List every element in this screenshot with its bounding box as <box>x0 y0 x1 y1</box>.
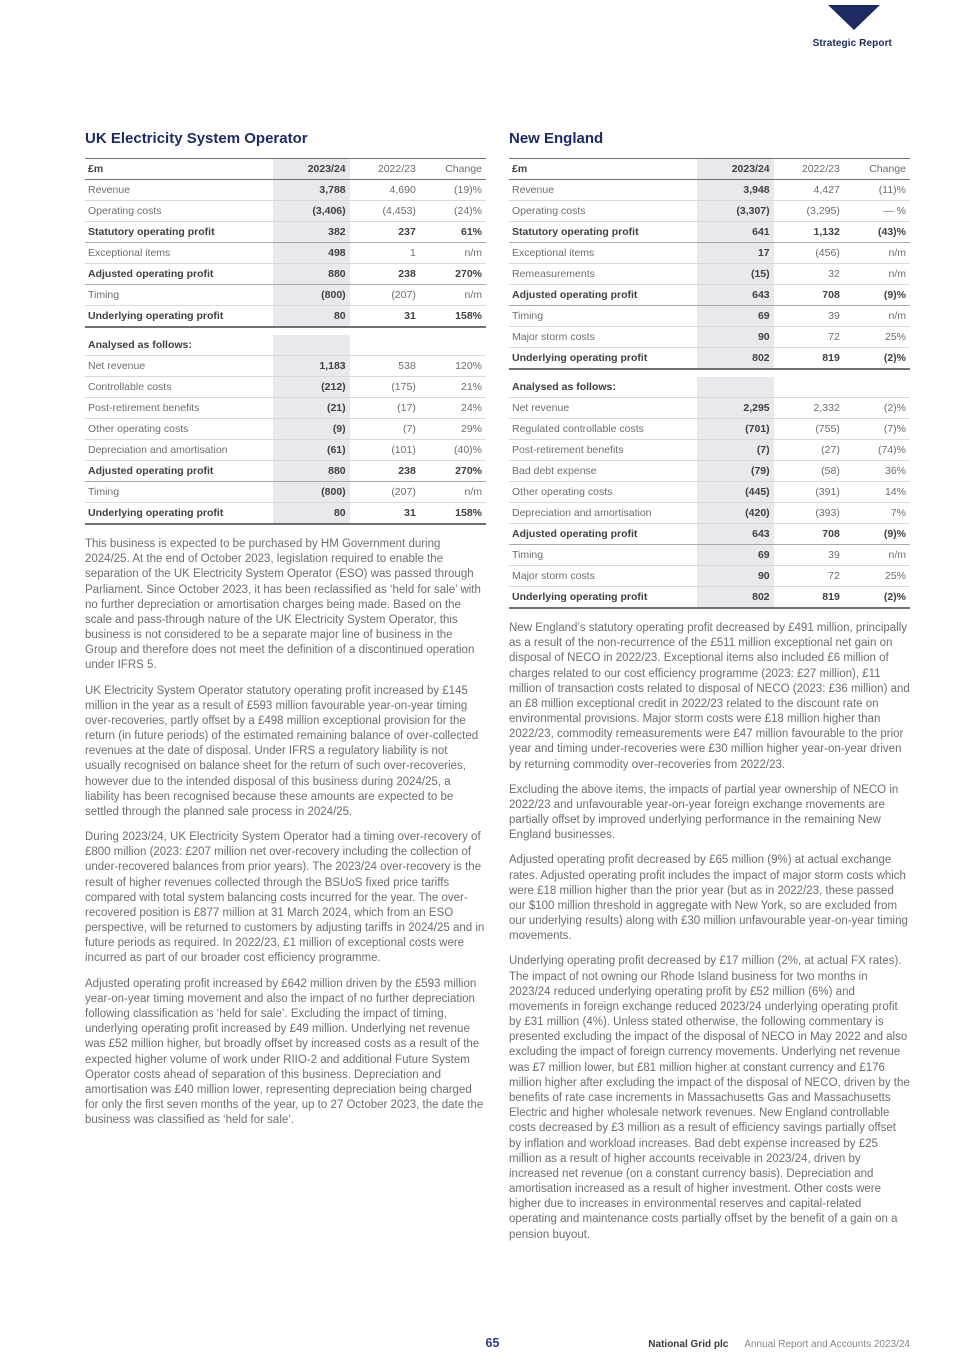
value-2023-24: 3,948 <box>697 180 773 201</box>
row-label: Regulated controllable costs <box>509 419 697 440</box>
row-label: Timing <box>509 306 697 327</box>
value-2023-24: (79) <box>697 461 773 482</box>
row-label: Statutory operating profit <box>509 222 697 243</box>
value-change: 21% <box>420 377 486 398</box>
table-row <box>85 180 486 201</box>
table-row <box>85 356 486 377</box>
value-change: n/m <box>420 482 486 503</box>
body-paragraph: This business is expected to be purchased by HM Government during 2024/25. At the end of October 2023, legislation required to enable the separation of the UK Electricity System Operator (ESO) was passed through Parliament. Since October 2023, it has been reclassified as ‘held for sale’ with no further depreciation or amortisation charges being made. Based on the scale and pass-through nature of the UK Electricity System Operator, this business is not considered to be a separate major line of business in the Group and therefore does not meet the definition of a discontinued operation under IFRS 5. <box>85 538 481 672</box>
value-2022-23: 31 <box>350 503 420 525</box>
value-2022-23: 39 <box>774 306 844 327</box>
value-change: 14% <box>844 482 910 503</box>
table-row <box>85 201 486 222</box>
table-row <box>509 503 910 524</box>
value-change: (24)% <box>420 201 486 222</box>
value-2023-24: 3,788 <box>273 180 349 201</box>
table-spacer <box>85 327 486 335</box>
value-change: (2)% <box>844 398 910 419</box>
row-label: Bad debt expense <box>509 461 697 482</box>
table-section-row <box>509 377 910 398</box>
value-2023-24: 498 <box>273 243 349 264</box>
value-2022-23: (7) <box>350 419 420 440</box>
value-2023-24: (800) <box>273 285 349 306</box>
value-change: (9)% <box>844 285 910 306</box>
row-label: Exceptional items <box>85 243 273 264</box>
uk-eso-financial-table <box>85 158 486 525</box>
row-label: Timing <box>509 545 697 566</box>
page-content <box>85 130 910 1253</box>
page-header <box>813 5 892 49</box>
row-label: Adjusted operating profit <box>509 285 697 306</box>
new-england-body-text <box>509 621 910 1243</box>
column-header-2022-23: 2022/23 <box>350 159 420 180</box>
table-section-row <box>85 335 486 356</box>
value-2023-24: 80 <box>273 503 349 525</box>
row-label: Depreciation and amortisation <box>509 503 697 524</box>
table-row <box>509 524 910 545</box>
table-header-row <box>85 159 486 180</box>
value-2022-23: (27) <box>774 440 844 461</box>
value-2023-24: (701) <box>697 419 773 440</box>
uk-eso-body-text <box>85 537 486 1128</box>
row-label: Timing <box>85 482 273 503</box>
value-change: n/m <box>420 285 486 306</box>
value-change <box>844 377 910 398</box>
table-row <box>85 398 486 419</box>
row-label: Statutory operating profit <box>85 222 273 243</box>
table-row <box>509 566 910 587</box>
table-row <box>85 285 486 306</box>
value-change: 24% <box>420 398 486 419</box>
row-label: Controllable costs <box>85 377 273 398</box>
value-change: 25% <box>844 566 910 587</box>
value-change: 270% <box>420 461 486 482</box>
value-2022-23: 819 <box>774 348 844 370</box>
row-label: Other operating costs <box>509 482 697 503</box>
value-2022-23: 32 <box>774 264 844 285</box>
value-change: (2)% <box>844 348 910 370</box>
value-2022-23: 238 <box>350 264 420 285</box>
value-2022-23: (207) <box>350 285 420 306</box>
value-change: 29% <box>420 419 486 440</box>
value-change: 36% <box>844 461 910 482</box>
company-name: National Grid plc <box>648 1339 729 1350</box>
value-2022-23: (175) <box>350 377 420 398</box>
row-label: Underlying operating profit <box>509 348 697 370</box>
column-header-2023-24: 2023/24 <box>273 159 349 180</box>
value-change <box>420 335 486 356</box>
value-2023-24: 1,183 <box>273 356 349 377</box>
value-2023-24: 17 <box>697 243 773 264</box>
value-2022-23: 72 <box>774 566 844 587</box>
value-2022-23: (456) <box>774 243 844 264</box>
table-header-row <box>509 159 910 180</box>
value-2023-24: 2,295 <box>697 398 773 419</box>
value-2022-23: 2,332 <box>774 398 844 419</box>
row-label: Operating costs <box>85 201 273 222</box>
value-2023-24: 643 <box>697 524 773 545</box>
row-label: Operating costs <box>509 201 697 222</box>
value-2023-24: 382 <box>273 222 349 243</box>
value-change: 158% <box>420 503 486 525</box>
value-2023-24: 880 <box>273 264 349 285</box>
value-change: (9)% <box>844 524 910 545</box>
value-2022-23: (391) <box>774 482 844 503</box>
value-change: (11)% <box>844 180 910 201</box>
table-row <box>85 222 486 243</box>
value-change: 270% <box>420 264 486 285</box>
table-row <box>509 243 910 264</box>
value-2022-23: 708 <box>774 285 844 306</box>
body-paragraph: Excluding the above items, the impacts of partial year ownership of NECO in 2022/23 and unfavourable year-on-year foreign exchange movements are partially offset by improved underlying performance in the remaining New England businesses. <box>509 783 899 842</box>
section-row-label: Analysed as follows: <box>85 335 273 356</box>
row-label: Adjusted operating profit <box>85 461 273 482</box>
new-england-section <box>509 130 910 1253</box>
page-number: 65 <box>485 1336 500 1350</box>
value-change: 61% <box>420 222 486 243</box>
value-2023-24: 643 <box>697 285 773 306</box>
table-row <box>509 482 910 503</box>
value-2022-23: (17) <box>350 398 420 419</box>
table-row <box>85 377 486 398</box>
body-paragraph: Adjusted operating profit increased by £642 million driven by the £593 million year-on-year timing movement and also the impact of no further depreciation following classification as ‘held for sale’. Excluding the impact of timing, underlying operating profit increased by £49 million. Underlying net revenue was £52 million higher, but broadly offset by increased costs as a result of the expected higher volume of work under RIIO-2 and additional Future System Operator costs ahead of separation of this business. Depreciation and amortisation was £40 million lower, representing depreciation being charged for only the first seven months of the year, up to 27 October 2023, the date the business was classified as ‘held for sale’. <box>85 977 484 1127</box>
value-change: n/m <box>844 306 910 327</box>
value-2023-24: (3,406) <box>273 201 349 222</box>
value-2023-24: (61) <box>273 440 349 461</box>
report-title: Annual Report and Accounts 2023/24 <box>744 1339 910 1350</box>
column-header-2023-24: 2023/24 <box>697 159 773 180</box>
table-row <box>85 503 486 525</box>
value-2023-24: (7) <box>697 440 773 461</box>
column-header-change: Change <box>420 159 486 180</box>
table-row <box>85 440 486 461</box>
table-row <box>509 327 910 348</box>
value-2022-23: 538 <box>350 356 420 377</box>
row-label: Remeasurements <box>509 264 697 285</box>
row-label: Underlying operating profit <box>85 503 273 525</box>
table-row <box>509 545 910 566</box>
value-2023-24: (212) <box>273 377 349 398</box>
value-2023-24: 641 <box>697 222 773 243</box>
value-2022-23: 72 <box>774 327 844 348</box>
value-2022-23: (4,453) <box>350 201 420 222</box>
table-row <box>509 306 910 327</box>
section-label: Strategic Report <box>812 38 892 49</box>
row-label: Depreciation and amortisation <box>85 440 273 461</box>
row-label: Net revenue <box>85 356 273 377</box>
table-row <box>509 461 910 482</box>
value-2023-24: 880 <box>273 461 349 482</box>
new-england-financial-table <box>509 158 910 609</box>
row-label: Net revenue <box>509 398 697 419</box>
body-paragraph: Underlying operating profit decreased by £17 million (2%, at actual FX rates). The impact of not owning our Rhode Island business for two months in 2023/24 reduced underlying operating profit by £52 million (6%) and movements in foreign exchange reduced 2023/24 underlying operating profit by £31 million (4%). Unless stated otherwise, the following commentary is presented excluding the impact of the disposal of NECO in May 2022 and also excluding the impact of foreign currency movements. Underlying net revenue was £7 million lower, but £81 million higher at constant currency and £176 million higher after excluding the impact of the disposal of NECO, driven by the benefits of rate case increments in Massachusetts Gas and Massachusetts Electric and higher wholesale network revenues. New England controllable costs decreased by £3 million as a result of efficiency savings partially offset by inflation and workload increases. Bad debt expense increased by £25 million as a result of higher accounts receivable in 2023/24, driven by increased net revenue (on a constant currency basis). Depreciation and amortisation increased as a result of higher investment. Other costs were higher due to increases in environmental reserves and capital-related operating and maintenance costs partially offset by the benefit of a gain on a pension buyout. <box>509 955 910 1241</box>
value-change: n/m <box>844 243 910 264</box>
value-2023-24: (15) <box>697 264 773 285</box>
table-row <box>509 348 910 370</box>
value-change: 158% <box>420 306 486 328</box>
table-spacer <box>509 369 910 377</box>
table-row <box>85 306 486 328</box>
value-2022-23: (755) <box>774 419 844 440</box>
table-row <box>509 398 910 419</box>
value-2022-23: (207) <box>350 482 420 503</box>
value-2022-23: 238 <box>350 461 420 482</box>
row-label: Revenue <box>85 180 273 201</box>
table-row <box>85 461 486 482</box>
brand-arrow-icon <box>828 5 880 30</box>
column-header-gbp-m: £m <box>85 159 273 180</box>
section-title: UK Electricity System Operator <box>85 130 308 147</box>
value-2022-23 <box>774 377 844 398</box>
value-2023-24: 90 <box>697 327 773 348</box>
value-2023-24: 802 <box>697 587 773 609</box>
body-paragraph: New England’s statutory operating profit decreased by £491 million, principally as a result of the non-recurrence of the £511 million exceptional net gain on disposal of NECO in 2022/23. Exceptional items also included £6 million of charges related to our cost efficiency programme (2023: £27 million), £11 million of transaction costs related to disposal of NECO (2023: £36 million) and an £8 million exceptional credit in 2022/23 related to the discount rate on environmental provisions. Major storm costs were £18 million higher than 2022/23, commodity remeasurements were £47 million favourable to the prior year and timing under-recoveries were £30 million higher year-on-year driven by returning commodity over-recoveries from 2022/23. <box>509 622 910 771</box>
value-2023-24: 80 <box>273 306 349 328</box>
uk-eso-section <box>85 130 486 1253</box>
value-2023-24: 90 <box>697 566 773 587</box>
table-row <box>85 482 486 503</box>
value-change: n/m <box>420 243 486 264</box>
value-change: (40)% <box>420 440 486 461</box>
value-change: (19)% <box>420 180 486 201</box>
value-change: 120% <box>420 356 486 377</box>
value-2022-23: (393) <box>774 503 844 524</box>
table-row <box>509 440 910 461</box>
value-2022-23: 237 <box>350 222 420 243</box>
section-title: New England <box>509 130 604 147</box>
value-change: (74)% <box>844 440 910 461</box>
table-row <box>509 264 910 285</box>
value-2022-23: (3,295) <box>774 201 844 222</box>
value-2023-24: 69 <box>697 306 773 327</box>
value-2022-23: (58) <box>774 461 844 482</box>
table-row <box>509 222 910 243</box>
value-2023-24: 802 <box>697 348 773 370</box>
table-row <box>85 243 486 264</box>
row-label: Underlying operating profit <box>509 587 697 609</box>
value-2022-23 <box>350 335 420 356</box>
row-label: Revenue <box>509 180 697 201</box>
value-change: n/m <box>844 264 910 285</box>
value-2022-23: 1 <box>350 243 420 264</box>
value-2022-23: 819 <box>774 587 844 609</box>
footer-right <box>648 1339 910 1350</box>
row-label: Major storm costs <box>509 566 697 587</box>
value-change: (7)% <box>844 419 910 440</box>
value-2023-24: 69 <box>697 545 773 566</box>
body-paragraph: Adjusted operating profit decreased by £65 million (9%) at actual exchange rates. Adjusted operating profit includes the impact of major storm costs which were £18 million higher than the prior year (but as in 2022/23, these passed our $100 million threshold in aggregate with New York, so are excluded from our underlying results) along with £30 million unfavourable year-on-year timing movements. <box>509 854 908 943</box>
value-2023-24: (21) <box>273 398 349 419</box>
financial-table <box>85 158 486 525</box>
value-2022-23: (101) <box>350 440 420 461</box>
row-label: Other operating costs <box>85 419 273 440</box>
row-label: Post-retirement benefits <box>509 440 697 461</box>
body-paragraph: During 2023/24, UK Electricity System Operator had a timing over-recovery of £800 million (2023: £207 million net over-recovery including the collection of under-recovered balances from prior years). The 2023/24 over-recovery is the result of higher revenues collected through the BSUoS fixed price tariffs compared with total system balancing costs incurred for the year. The over-recovered position is £877 million at 31 March 2024, which from an ESO perspective, will be returned to customers by adjusting tariffs in 2024/25 and in future periods as required. In 2022/23, £1 million of exceptional costs were incurred as part of our broader cost efficiency programme. <box>85 831 485 965</box>
table-row <box>85 419 486 440</box>
value-2022-23: 4,427 <box>774 180 844 201</box>
table-row <box>509 587 910 609</box>
value-2023-24: (9) <box>273 419 349 440</box>
row-label: Exceptional items <box>509 243 697 264</box>
value-change: — % <box>844 201 910 222</box>
financial-table <box>509 158 910 609</box>
value-2023-24 <box>273 335 349 356</box>
body-paragraph: UK Electricity System Operator statutory operating profit increased by £145 million in the year as a result of £593 million favourable year-on-year timing over-recoveries, partly offset by a £498 million exceptional provision for the return (in future periods) of the estimated remaining balance of over-collected revenues at the date of disposal. Under IFRS a regulatory liability is not usually recognised on balance sheet for the return of such over-recoveries, however due to the intended disposal of this business during 2024/25, a liability has been recognised because these amounts are expected to be settled through the planned sale process in 2024/25. <box>85 684 479 818</box>
value-change: n/m <box>844 545 910 566</box>
value-2023-24: (800) <box>273 482 349 503</box>
value-2022-23: 39 <box>774 545 844 566</box>
value-2022-23: 31 <box>350 306 420 328</box>
page-footer <box>85 1336 910 1358</box>
table-row <box>509 201 910 222</box>
value-2023-24: (3,307) <box>697 201 773 222</box>
column-header-2022-23: 2022/23 <box>774 159 844 180</box>
value-change: (2)% <box>844 587 910 609</box>
value-2023-24: (420) <box>697 503 773 524</box>
table-row <box>509 419 910 440</box>
row-label: Major storm costs <box>509 327 697 348</box>
table-row <box>509 285 910 306</box>
row-label: Adjusted operating profit <box>509 524 697 545</box>
value-2022-23: 4,690 <box>350 180 420 201</box>
row-label: Adjusted operating profit <box>85 264 273 285</box>
value-2022-23: 1,132 <box>774 222 844 243</box>
table-row <box>509 180 910 201</box>
value-2023-24 <box>697 377 773 398</box>
row-label: Underlying operating profit <box>85 306 273 328</box>
table-row <box>85 264 486 285</box>
row-label: Post-retirement benefits <box>85 398 273 419</box>
value-2023-24: (445) <box>697 482 773 503</box>
section-row-label: Analysed as follows: <box>509 377 697 398</box>
column-header-gbp-m: £m <box>509 159 697 180</box>
row-label: Timing <box>85 285 273 306</box>
column-header-change: Change <box>844 159 910 180</box>
value-change: (43)% <box>844 222 910 243</box>
value-2022-23: 708 <box>774 524 844 545</box>
value-change: 7% <box>844 503 910 524</box>
value-change: 25% <box>844 327 910 348</box>
